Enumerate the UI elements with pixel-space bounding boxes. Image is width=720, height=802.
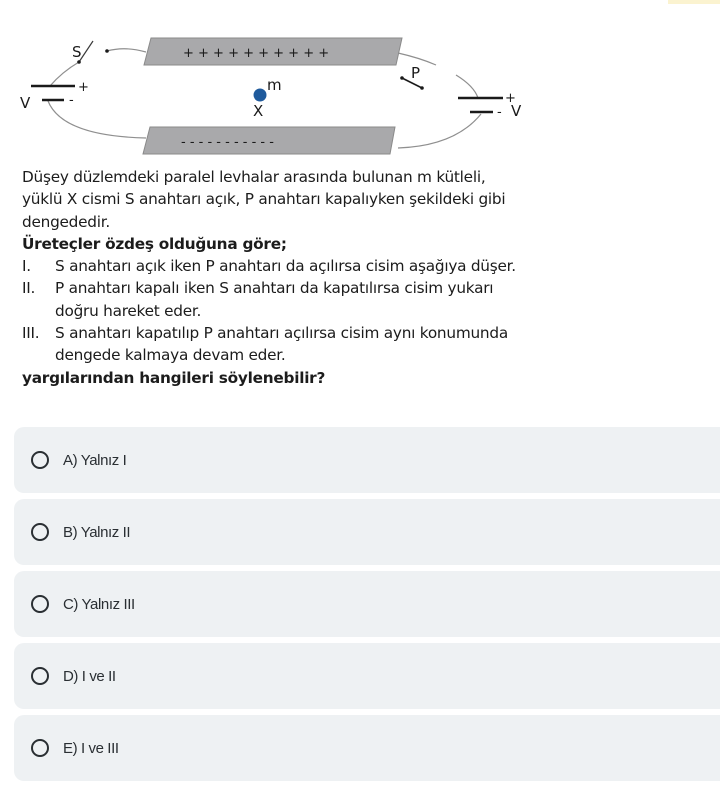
statement-1	[22, 255, 542, 277]
option-label: C) Yalnız III	[63, 595, 135, 613]
radio-button-icon[interactable]	[31, 667, 49, 685]
question-premise: Üreteçler özdeş olduğuna göre;	[22, 234, 287, 253]
statement-line: doğru hareket eder.	[55, 301, 202, 320]
right-battery-label: V	[511, 102, 522, 120]
wire-s-to-top-plate	[107, 49, 146, 52]
object-x	[254, 89, 267, 102]
radio-button-icon[interactable]	[31, 523, 49, 541]
question-stem-line: dengededir.	[22, 212, 111, 231]
left-battery-plus: +	[78, 80, 89, 95]
statement-text	[55, 322, 542, 367]
switch-p-label: P	[411, 64, 421, 82]
top-plate-charges: + + + + + + + + + +	[183, 46, 330, 61]
question-stem-line: Düşey düzlemdeki paralel levhalar arasında bulunan m kütleli,	[22, 168, 486, 186]
option-e[interactable]	[14, 715, 720, 781]
option-label: A) Yalnız I	[63, 451, 127, 469]
option-label: B) Yalnız II	[63, 523, 131, 541]
circuit-diagram	[0, 0, 720, 162]
option-b[interactable]	[14, 499, 720, 565]
switch-s-label: S	[72, 43, 82, 61]
question-stem-line: yüklü X cismi S anahtarı açık, P anahtarı kapalıyken şekildeki gibi	[22, 190, 506, 209]
statement-line: P anahtarı kapalı iken S anahtarı da kapatılırsa cisim yukarı	[55, 279, 494, 298]
statement-3	[22, 322, 542, 367]
option-a[interactable]	[14, 427, 720, 493]
statement-text	[55, 255, 542, 277]
option-label: D) I ve II	[63, 667, 116, 685]
statement-number: I.	[22, 257, 31, 276]
switch-p-contact-left	[400, 76, 404, 80]
option-d[interactable]	[14, 643, 720, 709]
statement-number: II.	[22, 279, 36, 298]
question-prompt: yargılarından hangileri söylenebilir?	[22, 368, 326, 387]
statement-number: III.	[22, 324, 40, 343]
object-mass-label: m	[267, 76, 282, 94]
radio-button-icon[interactable]	[31, 595, 49, 613]
statement-text	[55, 277, 542, 322]
wire-left-battery-to-bottom-plate	[48, 101, 146, 138]
left-battery-label: V	[20, 94, 31, 112]
question-text	[22, 166, 542, 389]
radio-button-icon[interactable]	[31, 739, 49, 757]
switch-s-terminal	[105, 49, 109, 53]
statement-line: S anahtarı açık iken P anahtarı da açılırsa cisim aşağıya düşer.	[55, 257, 516, 276]
statement-2	[22, 277, 542, 322]
left-battery-minus: -	[69, 93, 74, 108]
bottom-plate-charges: - - - - - - - - - - -	[181, 135, 274, 150]
answer-options	[14, 427, 720, 787]
wire-left-battery-to-switch-s	[50, 62, 79, 86]
radio-button-icon[interactable]	[31, 451, 49, 469]
option-label: E) I ve III	[63, 739, 119, 757]
statement-line: S anahtarı kapatılıp P anahtarı açılırsa cisim aynı konumunda	[55, 324, 508, 343]
right-battery-plus: +	[505, 91, 516, 106]
object-name-label: X	[253, 102, 264, 120]
switch-p-contact-right	[420, 86, 424, 90]
right-battery-minus: -	[497, 105, 502, 120]
wire-p-to-right-battery	[456, 75, 478, 98]
statement-line: dengede kalmaya devam eder.	[55, 346, 286, 365]
wire-right-battery-to-bottom-plate	[398, 114, 481, 148]
option-c[interactable]	[14, 571, 720, 637]
